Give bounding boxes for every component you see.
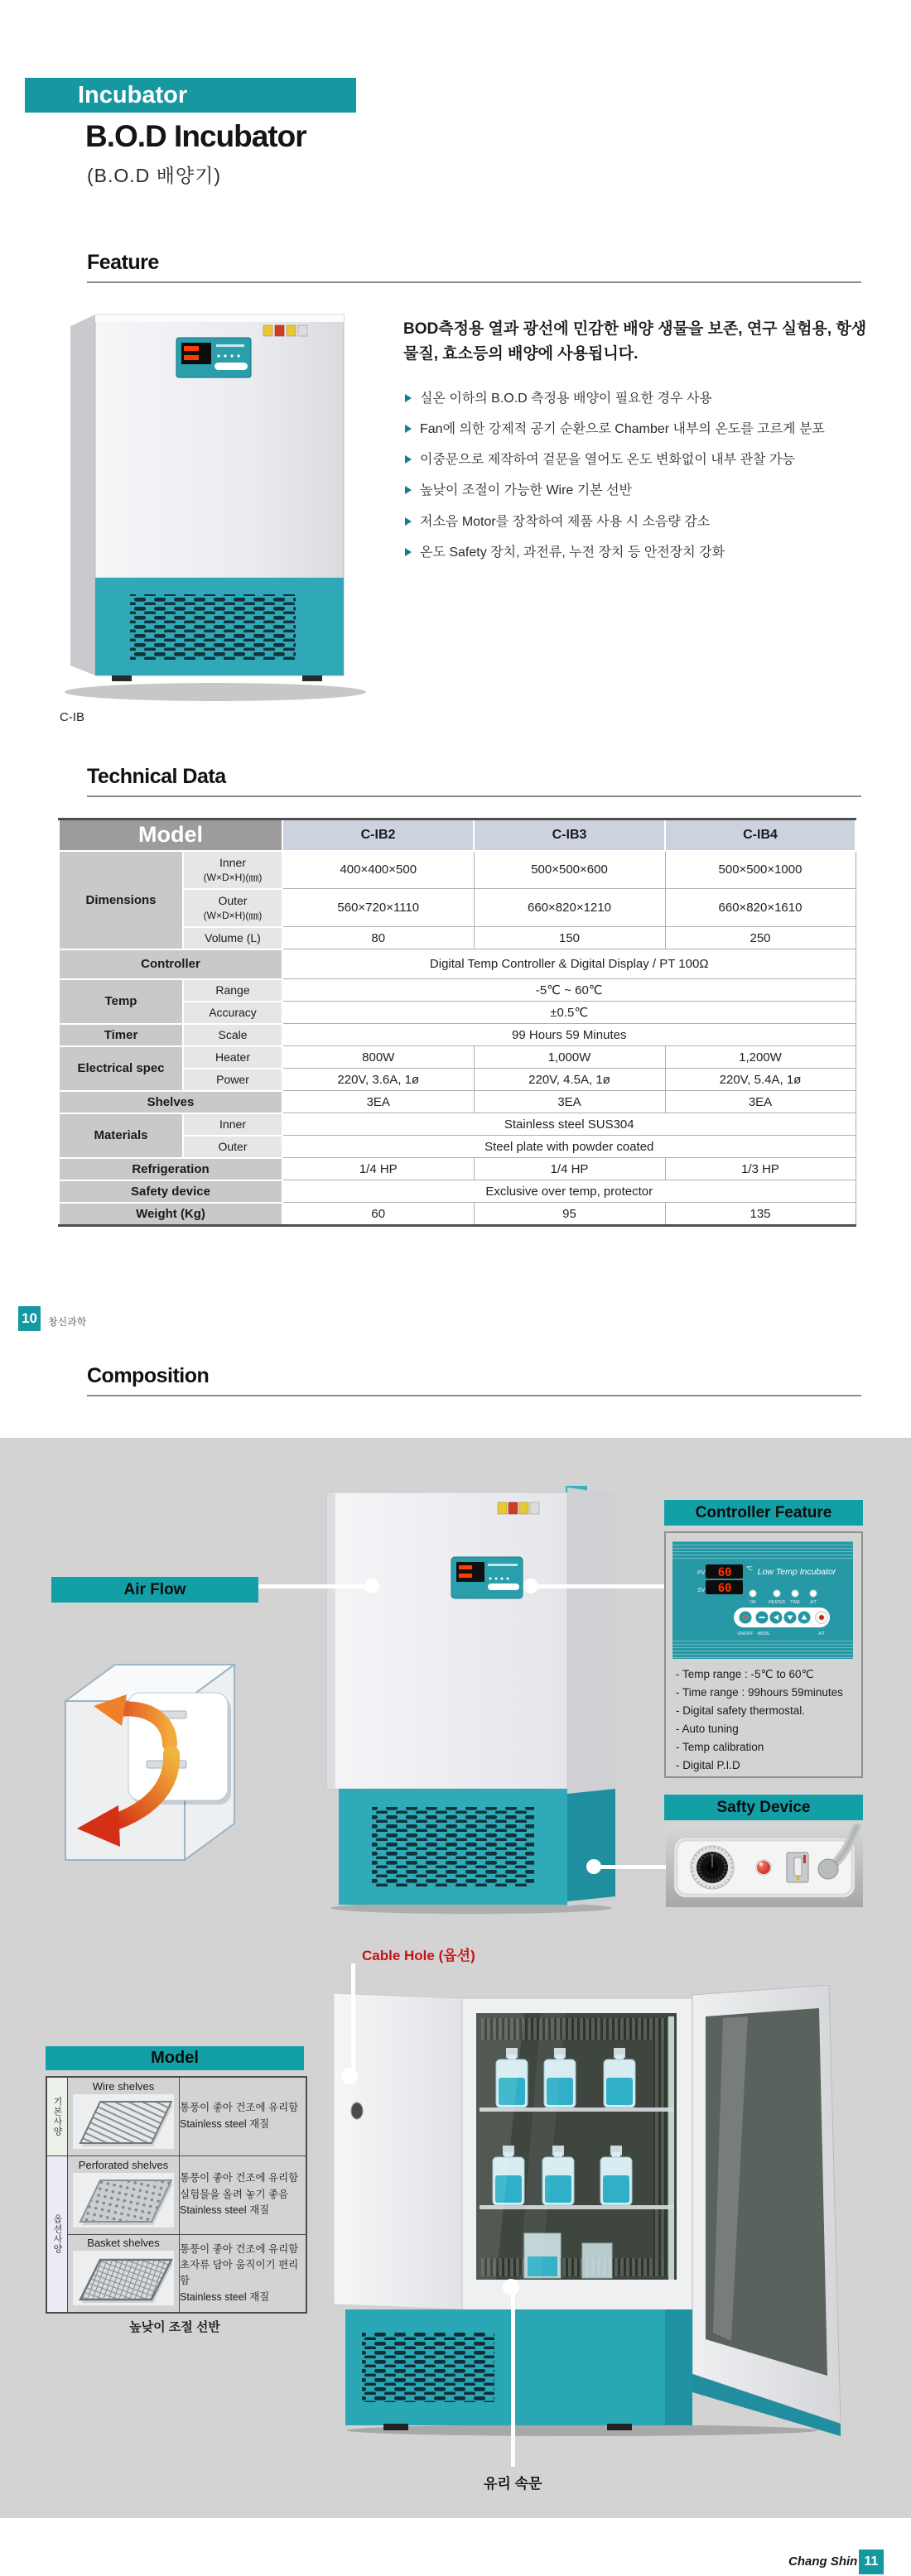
feature-bullet: 온도 Safety 장치, 과전류, 누전 장치 등 안전장치 강화 bbox=[403, 543, 872, 562]
feature-bullet: 실온 이하의 B.O.D 측정용 배양이 필요한 경우 사용 bbox=[403, 389, 872, 408]
led-label: A/T bbox=[810, 1600, 817, 1605]
spec-cell: Stainless steel SUS304 bbox=[282, 1113, 856, 1136]
spec-sub-title: Inner bbox=[219, 855, 246, 869]
spec-sub-label: Accuracy bbox=[183, 1002, 282, 1024]
feature-bullet-list bbox=[403, 389, 872, 562]
spec-sub-unit: (W×D×H)(㎜) bbox=[203, 871, 263, 883]
air-flow-diagram bbox=[46, 1618, 258, 1896]
spec-model-col: C-IB3 bbox=[474, 819, 665, 851]
glass-door-line bbox=[511, 2288, 515, 2467]
spec-row-label: Dimensions bbox=[59, 851, 183, 949]
spec-sub-label: Power bbox=[183, 1069, 282, 1091]
feature-bullet: Fan에 의한 강제적 공기 순환으로 Chamber 내부의 온도를 고르게 분포 bbox=[403, 420, 872, 439]
perforated-shelf-image bbox=[73, 2173, 174, 2228]
spec-cell: 1/4 HP bbox=[474, 1158, 665, 1180]
safety-connector-line bbox=[595, 1865, 666, 1869]
controller-feature-item: - Time range : 99hours 59minutes bbox=[676, 1686, 843, 1699]
spec-row-label: Weight (Kg) bbox=[59, 1203, 282, 1226]
shelf-desc-cell bbox=[180, 2077, 307, 2155]
feature-bullet: 높낮이 조절이 가능한 Wire 기본 선반 bbox=[403, 481, 872, 500]
spec-cell: 99 Hours 59 Minutes bbox=[282, 1024, 856, 1046]
controller-connector-line bbox=[530, 1584, 664, 1588]
spec-model-col: C-IB2 bbox=[282, 819, 474, 851]
category-banner: Incubator bbox=[25, 78, 356, 113]
cable-hole-label: Cable Hole (옵션) bbox=[362, 1948, 475, 1963]
basket-shelf-image bbox=[73, 2251, 174, 2305]
button-group-label: ON/OFF bbox=[737, 1632, 754, 1636]
spec-cell: Steel plate with powder coated bbox=[282, 1136, 856, 1158]
spec-sub-label: Heater bbox=[183, 1046, 282, 1069]
shelf-group-basic: 기본사양 bbox=[46, 2077, 68, 2155]
spec-cell: 220V, 3.6A, 1ø bbox=[282, 1069, 474, 1091]
pv-value: 60 bbox=[717, 1566, 732, 1579]
feature-heading: Feature bbox=[87, 251, 861, 283]
spec-sub-label bbox=[183, 851, 282, 889]
controller-feature-list bbox=[676, 1665, 858, 1775]
spec-cell: 1/4 HP bbox=[282, 1158, 474, 1180]
spec-cell: 80 bbox=[282, 927, 474, 949]
sv-label: SV bbox=[697, 1588, 706, 1593]
shelf-name: Perforated shelves bbox=[78, 2158, 169, 2171]
spec-sub-label: Range bbox=[183, 979, 282, 1002]
brand-name-left: 창신과학 bbox=[48, 1316, 87, 1328]
spec-cell: 135 bbox=[665, 1203, 856, 1226]
shelf-table-caption: 높낮이 조절 선반 bbox=[129, 2320, 220, 2334]
spec-row-label: Materials bbox=[59, 1113, 183, 1158]
brand-name-right: Chang Shin bbox=[788, 2554, 858, 2569]
product-code-label: C-IB bbox=[60, 710, 84, 724]
shelf-name: Wire shelves bbox=[92, 2079, 155, 2093]
feature-bullet: 이중문으로 제작하여 겉문을 열어도 온도 변화없이 내부 관찰 가능 bbox=[403, 450, 872, 469]
shelf-desc-cell bbox=[180, 2155, 307, 2234]
composition-heading: Composition bbox=[87, 1364, 861, 1396]
spec-cell: 1,000W bbox=[474, 1046, 665, 1069]
spec-sub-label: Outer bbox=[183, 1136, 282, 1158]
spec-cell: ±0.5℃ bbox=[282, 1002, 856, 1024]
spec-row-label: Timer bbox=[59, 1024, 183, 1046]
temp-unit: ℃ bbox=[746, 1566, 753, 1572]
spec-cell: 800W bbox=[282, 1046, 474, 1069]
spec-sub-label: Volume (L) bbox=[183, 927, 282, 949]
led-label: HEATER bbox=[769, 1600, 785, 1605]
spec-row-label: Shelves bbox=[59, 1091, 282, 1113]
spec-sub-label: Scale bbox=[183, 1024, 282, 1046]
spec-cell: 3EA bbox=[282, 1091, 474, 1113]
shelf-image-cell bbox=[68, 2077, 180, 2155]
feature-bullet: 저소음 Motor를 장착하여 제품 사용 시 소음량 감소 bbox=[403, 512, 872, 531]
shelf-desc-line: Stainless steel 재질 bbox=[180, 2290, 270, 2303]
shelf-group-option: 옵션사양 bbox=[46, 2155, 68, 2313]
wire-shelf-image bbox=[73, 2094, 174, 2149]
technical-heading: Technical Data bbox=[87, 765, 861, 797]
spec-sub-unit: (W×D×H)(㎜) bbox=[203, 909, 263, 921]
spec-cell: 3EA bbox=[474, 1091, 665, 1113]
controller-feature-item: - Temp range : -5℃ to 60℃ bbox=[676, 1668, 814, 1680]
spec-cell: 3EA bbox=[665, 1091, 856, 1113]
spec-cell: 60 bbox=[282, 1203, 474, 1226]
air-flow-label: Air Flow bbox=[51, 1577, 258, 1603]
spec-cell: Digital Temp Controller & Digital Display / PT 100Ω bbox=[282, 949, 856, 979]
composition-main-photo bbox=[325, 1486, 617, 1919]
spec-cell: 1/3 HP bbox=[665, 1158, 856, 1180]
shelf-desc-line: 초자류 담아 움직이기 편리함 bbox=[180, 2258, 299, 2287]
page-number-right: 11 bbox=[859, 2550, 884, 2574]
spec-cell: 400×400×500 bbox=[282, 851, 474, 889]
shelf-name: Basket shelves bbox=[87, 2237, 160, 2250]
shelf-desc-line: Stainless steel 재질 bbox=[180, 2117, 270, 2130]
feature-intro: BOD측정용 열과 광선에 민감한 배양 생물을 보존, 연구 실험용, 항생물질, 효소등의 배양에 사용됩니다. bbox=[403, 320, 867, 363]
cable-hole-dot bbox=[341, 2068, 358, 2084]
spec-model-col: C-IB4 bbox=[665, 819, 856, 851]
page-title: B.O.D Incubator bbox=[85, 119, 306, 153]
spec-cell: 660×820×1610 bbox=[665, 889, 856, 927]
controller-connector-dot bbox=[523, 1579, 538, 1593]
shelf-model-label: Model bbox=[46, 2046, 304, 2070]
air-flow-connector-line bbox=[258, 1584, 371, 1588]
led-label: ON bbox=[750, 1600, 756, 1605]
shelf-desc-line: 통풍이 좋아 건조에 유리함 bbox=[180, 2102, 299, 2114]
shelf-image-cell bbox=[68, 2155, 180, 2234]
spec-cell: 95 bbox=[474, 1203, 665, 1226]
shelf-desc-line: 통풍이 좋아 건조에 유리함 bbox=[180, 2242, 299, 2255]
controller-feature-item: - Auto tuning bbox=[676, 1723, 739, 1735]
safety-device-photo bbox=[666, 1824, 863, 1911]
safety-connector-dot bbox=[586, 1859, 601, 1874]
shelf-desc-line: Stainless steel 재질 bbox=[180, 2204, 270, 2217]
safety-device-label: Safty Device bbox=[664, 1795, 863, 1820]
spec-sub-title: Outer bbox=[218, 893, 248, 907]
spec-cell: 220V, 4.5A, 1ø bbox=[474, 1069, 665, 1091]
controller-feature-item: - Temp calibration bbox=[676, 1741, 764, 1753]
panel-title: Low Temp Incubator bbox=[757, 1567, 836, 1577]
spec-cell: 250 bbox=[665, 927, 856, 949]
led-label: TIME bbox=[790, 1600, 800, 1605]
spec-table bbox=[58, 818, 856, 1227]
spec-cell: 150 bbox=[474, 927, 665, 949]
composition-open-door-photo bbox=[334, 1985, 841, 2440]
button-group-label: MODE bbox=[757, 1632, 770, 1636]
air-flow-connector-dot bbox=[364, 1579, 379, 1593]
controller-feature-item: - Digital P.I.D bbox=[676, 1759, 740, 1771]
glass-door-dot bbox=[503, 2279, 519, 2295]
spec-row-label: Temp bbox=[59, 979, 183, 1024]
spec-row-label: Controller bbox=[59, 949, 282, 979]
spec-cell: 560×720×1110 bbox=[282, 889, 474, 927]
spec-cell: 500×500×600 bbox=[474, 851, 665, 889]
shelf-desc-line: 통풍이 좋아 건조에 유리함 bbox=[180, 2172, 299, 2184]
sv-value: 60 bbox=[717, 1582, 732, 1595]
spec-corner: Model bbox=[59, 819, 282, 851]
spec-cell: 220V, 5.4A, 1ø bbox=[665, 1069, 856, 1091]
page-number-left: 10 bbox=[18, 1306, 41, 1331]
controller-feature-item: - Digital safety thermostal. bbox=[676, 1704, 806, 1717]
pv-label: PV bbox=[697, 1570, 706, 1576]
spec-row-label: Refrigeration bbox=[59, 1158, 282, 1180]
shelf-image-cell bbox=[68, 2234, 180, 2313]
page-subtitle: (B.O.D 배양기) bbox=[87, 165, 221, 186]
product-photo-cib bbox=[54, 305, 377, 712]
spec-cell: -5℃ ~ 60℃ bbox=[282, 979, 856, 1002]
spec-row-label: Safety device bbox=[59, 1180, 282, 1203]
spec-cell: Exclusive over temp, protector bbox=[282, 1180, 856, 1203]
controller-feature-label: Controller Feature bbox=[664, 1500, 863, 1526]
shelf-desc-line: 실험물을 올려 놓기 좋음 bbox=[180, 2188, 289, 2200]
spec-cell: 660×820×1210 bbox=[474, 889, 665, 927]
button-group-label: A/T bbox=[818, 1632, 825, 1636]
cable-hole-line bbox=[351, 1963, 355, 2071]
spec-sub-label bbox=[183, 889, 282, 927]
controller-panel-image bbox=[672, 1541, 853, 1663]
spec-cell: 500×500×1000 bbox=[665, 851, 856, 889]
shelf-table bbox=[46, 2076, 307, 2314]
feature-text-block bbox=[403, 317, 872, 574]
spec-row-label: Electrical spec bbox=[59, 1046, 183, 1091]
glass-door-label: 유리 속문 bbox=[484, 2476, 542, 2492]
spec-cell: 1,200W bbox=[665, 1046, 856, 1069]
shelf-desc-cell bbox=[180, 2234, 307, 2313]
spec-sub-label: Inner bbox=[183, 1113, 282, 1136]
